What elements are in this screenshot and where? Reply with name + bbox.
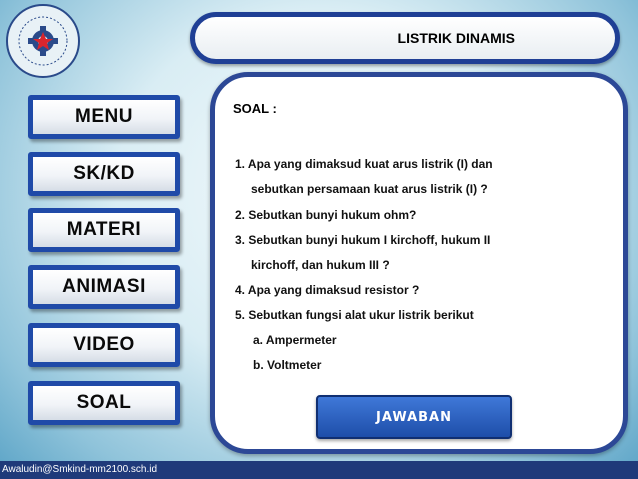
- soal-heading: SOAL :: [233, 101, 277, 116]
- video-button[interactable]: [28, 323, 180, 367]
- animasi-button[interactable]: [28, 265, 180, 309]
- question-line: 3. Sebutkan bunyi hukum I kirchoff, hukum II: [235, 233, 491, 247]
- footer-email: Awaludin@Smkind-mm2100.sch.id: [2, 464, 158, 475]
- soal-button[interactable]: [28, 381, 180, 425]
- gear-logo-icon: [4, 2, 82, 80]
- materi-button[interactable]: [28, 208, 180, 252]
- page-title: LISTRIK DINAMIS: [397, 30, 515, 46]
- sk-kd-button-label: SK/KD: [73, 163, 135, 184]
- jawaban-button-label: JAWABAN: [376, 409, 452, 425]
- question-line: 2. Sebutkan bunyi hukum ohm?: [235, 208, 417, 222]
- question-line: kirchoff, dan hukum III ?: [251, 258, 390, 272]
- video-button-label: VIDEO: [73, 334, 135, 355]
- animasi-button-label: ANIMASI: [62, 276, 146, 297]
- question-line: b. Voltmeter: [253, 358, 322, 372]
- question-line: 1. Apa yang dimaksud kuat arus listrik (I) dan: [235, 157, 493, 171]
- menu-button-label: MENU: [75, 106, 133, 127]
- sk-kd-button[interactable]: [28, 152, 180, 196]
- footer-bar: [0, 461, 638, 479]
- menu-button[interactable]: [28, 95, 180, 139]
- materi-button-label: MATERI: [66, 219, 142, 240]
- jawaban-button[interactable]: [316, 395, 512, 439]
- soal-button-label: SOAL: [76, 392, 132, 413]
- question-line: sebutkan persamaan kuat arus listrik (I) ?: [251, 182, 488, 196]
- question-line: 5. Sebutkan fungsi alat ukur listrik berikut: [235, 308, 474, 322]
- question-line: 4. Apa yang dimaksud resistor ?: [235, 283, 420, 297]
- question-line: a. Ampermeter: [253, 333, 337, 347]
- title-banner: [190, 12, 620, 64]
- school-logo: [4, 2, 82, 80]
